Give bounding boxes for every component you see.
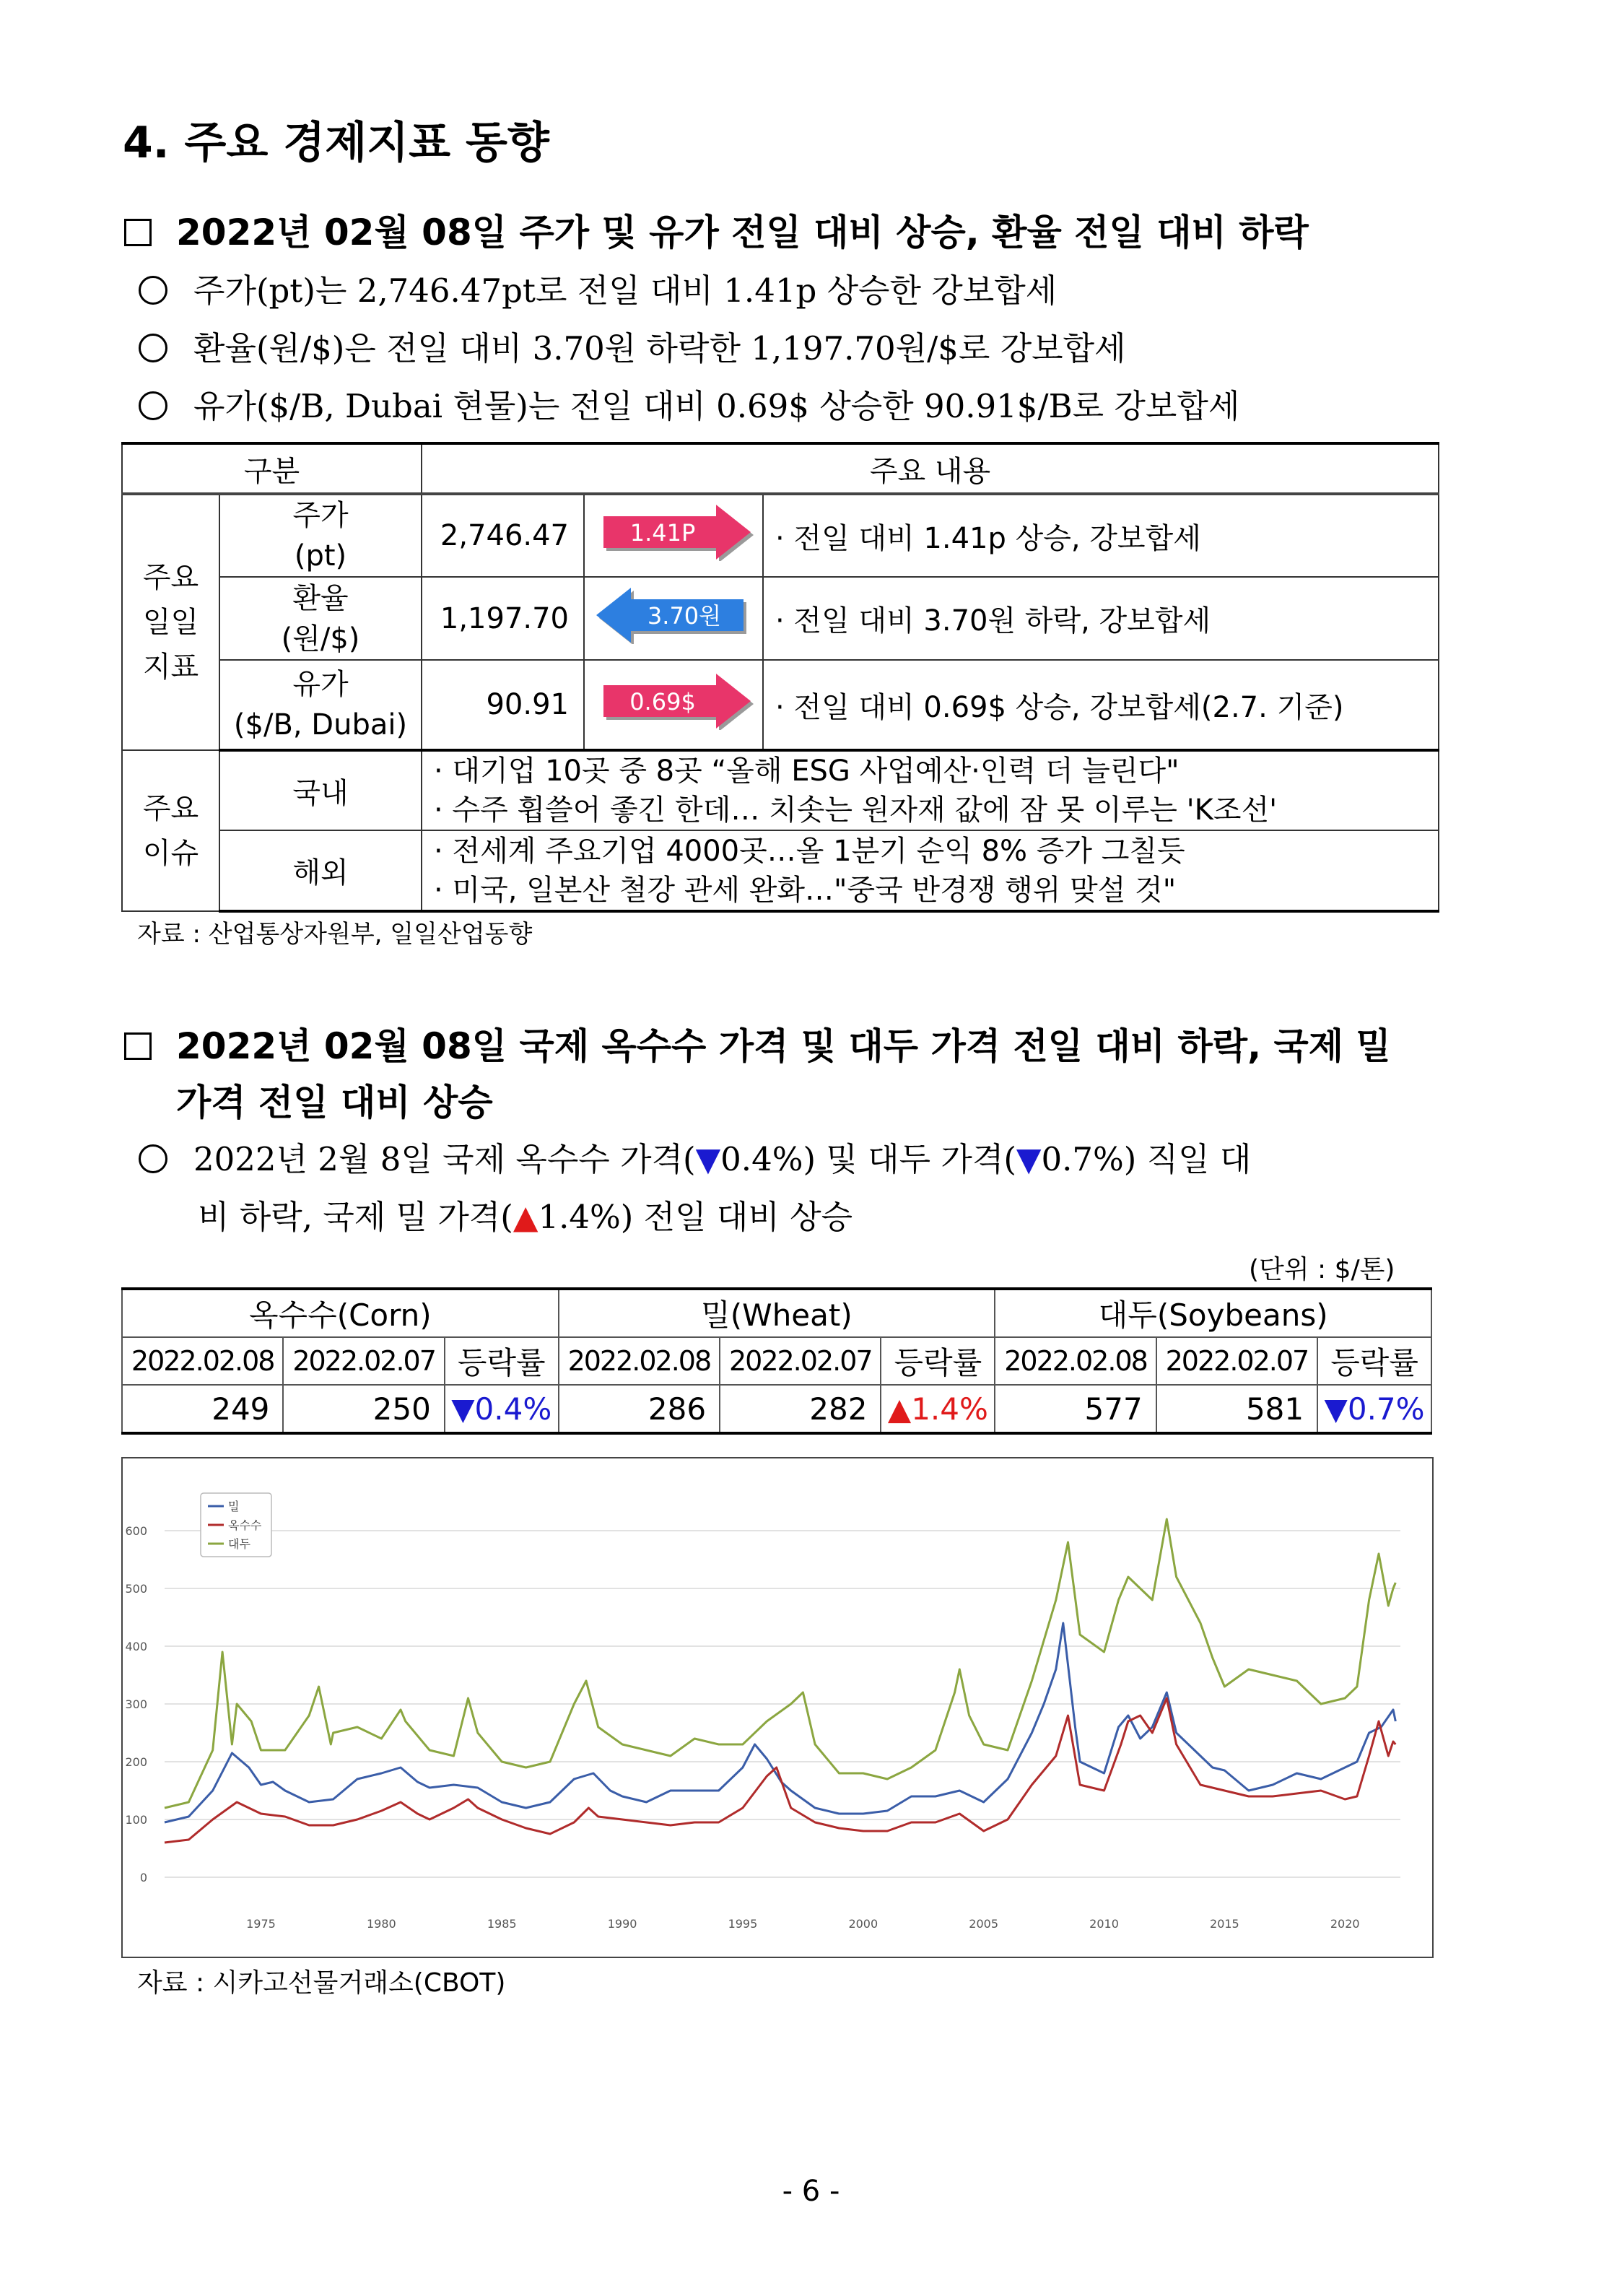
price-cell: 249 — [122, 1385, 283, 1433]
down-triangle-icon: ▼ — [1324, 1391, 1348, 1427]
change-header: 등락률 — [445, 1337, 559, 1385]
grain-price-chart — [121, 1457, 1434, 1958]
bullet-text: 0.7%) 직일 대 — [1041, 1140, 1252, 1178]
section2-title-line: 가격 전일 대비 상승 — [176, 1082, 493, 1123]
chart-source: 자료 : 시카고선물거래소(CBOT) — [137, 1968, 506, 1998]
badge-text: 1.41P — [629, 519, 696, 547]
date-header: 2022.02.08 — [122, 1337, 283, 1385]
indicator-change-badge — [584, 577, 763, 660]
down-triangle-icon: ▼ — [1016, 1140, 1042, 1178]
legend-label: 대두 — [228, 1537, 250, 1551]
section2-title-line: 2022년 02월 08일 국제 옥수수 가격 및 대두 가격 전일 대비 하락, 국제 밀 — [176, 1025, 1391, 1067]
change-value: 0.4% — [474, 1391, 552, 1427]
up-arrow-icon — [590, 672, 757, 730]
group-label-daily: 주요 일일 지표 — [122, 494, 219, 750]
chart-canvas — [123, 1458, 1432, 1957]
down-triangle-icon: ▼ — [695, 1140, 721, 1178]
header-content: 주요 내용 — [422, 443, 1439, 494]
bullet-text: 비 하락, 국제 밀 가격( — [198, 1198, 513, 1236]
legend-label: 옥수수 — [228, 1518, 262, 1532]
issue-line: · 대기업 10곳 중 8곳 “올해 ESG 사업예산·인력 더 늘린다" — [434, 755, 1180, 788]
section1-bullet-3 — [139, 380, 1239, 427]
issue-line: · 전세계 주요기업 4000곳…올 1분기 순익 8% 증가 그칠듯 — [434, 834, 1185, 868]
up-triangle-icon: ▲ — [513, 1198, 539, 1236]
group-label-issues: 주요 이슈 — [122, 750, 219, 911]
change-cell — [881, 1385, 995, 1433]
x-tick-label: 2020 — [1330, 1917, 1360, 1931]
issue-lines — [422, 750, 1439, 830]
page-heading: 4. 주요 경제지표 동향 — [123, 118, 549, 168]
section1-bullet-1 — [139, 264, 1057, 311]
y-tick-label: 600 — [125, 1524, 147, 1538]
indicator-value: 90.91 — [422, 660, 584, 750]
up-triangle-icon: ▲ — [887, 1391, 912, 1427]
circle-bullet-icon — [139, 334, 167, 362]
issue-line: · 미국, 일본산 철강 관세 완화…"중국 반경쟁 행위 맞설 것" — [434, 873, 1177, 907]
checkbox-square-icon — [124, 219, 152, 246]
price-cell: 250 — [283, 1385, 444, 1433]
x-tick-label: 2015 — [1210, 1917, 1239, 1931]
commodity-header: 밀(Wheat) — [559, 1289, 995, 1337]
commodity-header: 대두(Soybeans) — [995, 1289, 1431, 1337]
price-cell: 581 — [1156, 1385, 1317, 1433]
x-tick-label: 2005 — [969, 1917, 999, 1931]
indicator-value: 1,197.70 — [422, 577, 584, 660]
page-number: - 6 - — [782, 2175, 840, 2208]
y-tick-label: 300 — [125, 1697, 147, 1711]
indicator-change-badge — [584, 494, 763, 577]
issue-lines — [422, 830, 1439, 911]
checkbox-square-icon — [124, 1032, 152, 1060]
badge-text: 0.69$ — [629, 688, 696, 716]
bullet-text: 주가(pt)는 2,746.47pt로 전일 대비 1.41p 상승한 강보합세 — [193, 271, 1058, 310]
date-header: 2022.02.08 — [559, 1337, 720, 1385]
date-header: 2022.02.07 — [1156, 1337, 1317, 1385]
change-value: 1.4% — [911, 1391, 988, 1427]
y-tick-label: 200 — [125, 1755, 147, 1769]
indicator-note: · 전일 대비 0.69$ 상승, 강보합세(2.7. 기준) — [763, 660, 1439, 750]
legend-label: 밀 — [228, 1500, 240, 1513]
y-tick-label: 100 — [125, 1813, 147, 1827]
x-tick-label: 1985 — [487, 1917, 517, 1931]
indicator-note: · 전일 대비 1.41p 상승, 강보합세 — [763, 494, 1439, 577]
circle-bullet-icon — [139, 1144, 167, 1173]
x-tick-label: 1975 — [246, 1917, 276, 1931]
bullet-text: 1.4%) 전일 대비 상승 — [538, 1198, 853, 1236]
daily-indicator-table — [121, 442, 1439, 913]
bullet-text: 유가($/B, Dubai 현물)는 전일 대비 0.69$ 상승한 90.91$/B로 강보합세 — [193, 387, 1240, 425]
grain-price-table — [121, 1287, 1432, 1435]
down-arrow-icon — [590, 586, 757, 644]
unit-label: (단위 : $/톤) — [1249, 1255, 1395, 1284]
x-tick-label: 2010 — [1089, 1917, 1119, 1931]
issue-line: · 수주 휩쓸어 좋긴 한데… 치솟는 원자재 값에 잠 못 이루는 'K조선' — [434, 793, 1278, 827]
bullet-text: 2022년 2월 8일 국제 옥수수 가격( — [193, 1140, 696, 1178]
commodity-header: 옥수수(Corn) — [122, 1289, 559, 1337]
date-header: 2022.02.07 — [283, 1337, 444, 1385]
badge-text: 3.70원 — [647, 601, 722, 630]
section1-bullet-2 — [139, 322, 1126, 369]
issue-region: 국내 — [219, 750, 422, 830]
section1-title — [124, 204, 1309, 256]
issue-region: 해외 — [219, 830, 422, 911]
section2-title — [124, 1018, 1391, 1131]
date-header: 2022.02.07 — [720, 1337, 881, 1385]
indicator-change-badge — [584, 660, 763, 750]
down-triangle-icon: ▼ — [451, 1391, 475, 1427]
bullet-text: 환율(원/$)은 전일 대비 3.70원 하락한 1,197.70원/$로 강보합세 — [193, 329, 1126, 368]
circle-bullet-icon — [139, 391, 167, 420]
series-line-2 — [165, 1698, 1395, 1843]
change-cell — [445, 1385, 559, 1433]
circle-bullet-icon — [139, 276, 167, 305]
section2-bullet — [139, 1131, 1452, 1246]
indicator-name: 유가 ($/B, Dubai) — [219, 660, 422, 750]
change-value: 0.7% — [1347, 1391, 1425, 1427]
price-cell: 577 — [995, 1385, 1156, 1433]
change-cell — [1317, 1385, 1431, 1433]
change-header: 등락률 — [881, 1337, 995, 1385]
header-category: 구분 — [122, 443, 422, 494]
x-tick-label: 2000 — [848, 1917, 878, 1931]
price-cell: 286 — [559, 1385, 720, 1433]
price-cell: 282 — [720, 1385, 881, 1433]
x-tick-label: 1980 — [366, 1917, 396, 1931]
section1-title-text: 2022년 02월 08일 주가 및 유가 전일 대비 상승, 환율 전일 대비 하락 — [176, 212, 1309, 253]
change-header: 등락률 — [1317, 1337, 1431, 1385]
bullet-text: 0.4%) 및 대두 가격( — [720, 1140, 1016, 1178]
x-tick-label: 1995 — [728, 1917, 758, 1931]
y-tick-label: 500 — [125, 1582, 147, 1596]
up-arrow-icon — [590, 503, 757, 561]
table1-source: 자료 : 산업통상자원부, 일일산업동향 — [137, 920, 533, 949]
indicator-name: 주가 (pt) — [219, 494, 422, 577]
date-header: 2022.02.08 — [995, 1337, 1156, 1385]
indicator-name: 환율 (원/$) — [219, 577, 422, 660]
y-tick-label: 0 — [139, 1871, 147, 1884]
indicator-note: · 전일 대비 3.70원 하락, 강보합세 — [763, 577, 1439, 660]
indicator-value: 2,746.47 — [422, 494, 584, 577]
x-tick-label: 1990 — [607, 1917, 637, 1931]
y-tick-label: 400 — [125, 1640, 147, 1653]
